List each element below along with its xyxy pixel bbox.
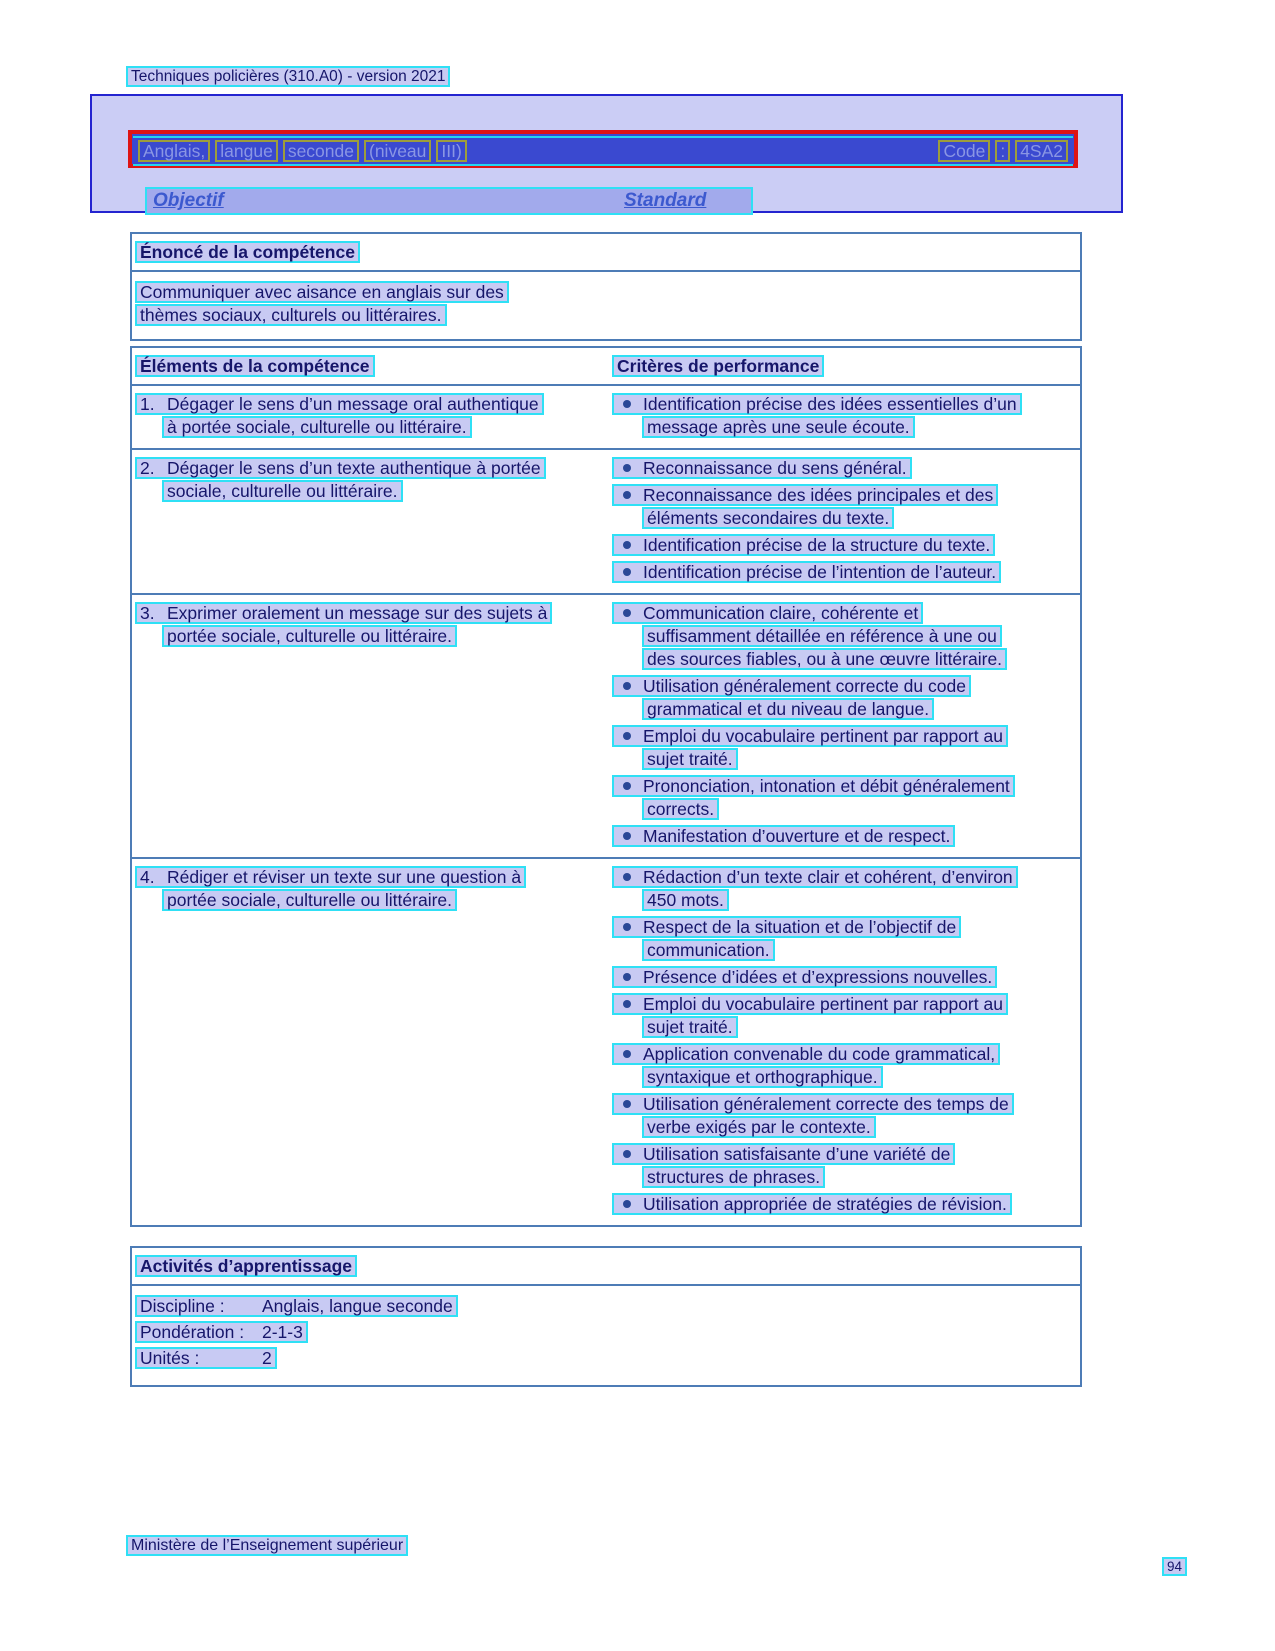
criterion-line: Emploi du vocabulaire pertinent par rapport au bbox=[612, 725, 1008, 747]
criterion-line-row bbox=[642, 1066, 1080, 1088]
row-number: 2. bbox=[140, 458, 155, 478]
criterion-line-row bbox=[612, 993, 1080, 1015]
criterion-line-row bbox=[612, 966, 1080, 988]
bullet-icon bbox=[623, 1150, 631, 1158]
criterion-line-row bbox=[612, 675, 1080, 697]
criterion-line: Identification précise des idées essentielles d’un bbox=[612, 393, 1022, 415]
bullet-icon bbox=[623, 1050, 631, 1058]
element-line: à portée sociale, culturelle ou littéraire. bbox=[162, 416, 472, 438]
elements-rows bbox=[132, 386, 1080, 1225]
criterion-line: Respect de la situation et de l’objectif de bbox=[612, 916, 961, 938]
bullet-icon bbox=[623, 568, 631, 576]
criterion-item bbox=[612, 1043, 1080, 1088]
field-value: Anglais, langue seconde bbox=[262, 1296, 453, 1316]
element-cell bbox=[132, 393, 612, 439]
criterion-line: Reconnaissance du sens général. bbox=[612, 457, 912, 479]
criterion-line-row bbox=[612, 1143, 1080, 1165]
criterion-line: Prononciation, intonation et débit généralement bbox=[612, 775, 1015, 797]
criterion-line-row bbox=[642, 1016, 1080, 1038]
activite-field bbox=[135, 1321, 308, 1343]
banner-title bbox=[138, 140, 472, 162]
element-line: 4. Rédiger et réviser un texte sur une question à bbox=[135, 866, 526, 888]
column-header-standard: Standard bbox=[624, 190, 707, 211]
criteria-cell bbox=[612, 866, 1080, 1216]
bullet-icon bbox=[623, 782, 631, 790]
criterion-item bbox=[612, 1143, 1080, 1188]
banner-line-box bbox=[133, 136, 1073, 166]
row-number: 3. bbox=[140, 603, 155, 623]
criteria-cell bbox=[612, 602, 1080, 848]
criterion-line-row bbox=[642, 507, 1080, 529]
element-line: 3. Exprimer oralement un message sur des sujets à bbox=[135, 602, 552, 624]
element-line: portée sociale, culturelle ou littéraire. bbox=[162, 889, 457, 911]
element-line-row bbox=[162, 889, 612, 911]
criterion-line: Application convenable du code grammatical, bbox=[612, 1043, 1000, 1065]
word-box: III) bbox=[436, 140, 466, 162]
criterion-item bbox=[612, 866, 1080, 911]
element-line-row bbox=[162, 625, 612, 647]
criterion-line-row bbox=[642, 889, 1080, 911]
table-row bbox=[132, 386, 1080, 448]
element-cell bbox=[132, 602, 612, 848]
criterion-item bbox=[612, 775, 1080, 820]
criterion-line-row bbox=[612, 561, 1080, 583]
column-headers bbox=[145, 187, 753, 215]
enonce-line-row bbox=[135, 304, 1080, 326]
criterion-line-row bbox=[612, 393, 1080, 415]
criterion-line: sujet traité. bbox=[642, 748, 738, 770]
element-line: portée sociale, culturelle ou littéraire. bbox=[162, 625, 457, 647]
criterion-item bbox=[612, 993, 1080, 1038]
bullet-icon bbox=[623, 873, 631, 881]
page-title-text: Techniques policières (310.A0) - version 2021 bbox=[126, 66, 450, 87]
criterion-line: grammatical et du niveau de langue. bbox=[642, 698, 934, 720]
criterion-line: Identification précise de la structure du texte. bbox=[612, 534, 995, 556]
criterion-line: Utilisation appropriée de stratégies de révision. bbox=[612, 1193, 1012, 1215]
activite-field-row bbox=[135, 1347, 1080, 1369]
bullet-icon bbox=[623, 464, 631, 472]
criterion-line: corrects. bbox=[642, 798, 719, 820]
criterion-line-row bbox=[642, 648, 1080, 670]
enonce-table-header bbox=[132, 234, 1080, 272]
field-value: 2-1-3 bbox=[262, 1322, 303, 1342]
element-cell bbox=[132, 866, 612, 1216]
activite-field-row bbox=[135, 1295, 1080, 1317]
criterion-item bbox=[612, 457, 1080, 479]
activite-field-row bbox=[135, 1321, 1080, 1343]
criterion-line: Manifestation d’ouverture et de respect. bbox=[612, 825, 955, 847]
criteria-cell bbox=[612, 457, 1080, 584]
bullet-icon bbox=[623, 732, 631, 740]
criterion-line-row bbox=[612, 775, 1080, 797]
bullet-icon bbox=[623, 1000, 631, 1008]
criterion-line: Utilisation satisfaisante d’une variété de bbox=[612, 1143, 955, 1165]
bullet-icon bbox=[623, 1200, 631, 1208]
criterion-item bbox=[612, 484, 1080, 529]
word-box: Code bbox=[938, 140, 990, 162]
page-footer-text: Ministère de l’Enseignement supérieur bbox=[126, 1535, 408, 1556]
element-line-row bbox=[135, 457, 612, 479]
bullet-icon bbox=[623, 400, 631, 408]
criterion-line: syntaxique et orthographique. bbox=[642, 1066, 883, 1088]
bullet-icon bbox=[623, 973, 631, 981]
criterion-line-row bbox=[642, 939, 1080, 961]
criterion-item bbox=[612, 966, 1080, 988]
bullet-icon bbox=[623, 491, 631, 499]
elements-header-left: Éléments de la compétence bbox=[135, 355, 375, 377]
element-line-row bbox=[135, 602, 612, 624]
criterion-line: structures de phrases. bbox=[642, 1166, 825, 1188]
criterion-line-row bbox=[612, 1043, 1080, 1065]
criterion-line: éléments secondaires du texte. bbox=[642, 507, 894, 529]
criterion-line: suffisamment détaillée en référence à une ou bbox=[642, 625, 1002, 647]
element-line-row bbox=[135, 393, 612, 415]
criterion-item bbox=[612, 916, 1080, 961]
element-line: sociale, culturelle ou littéraire. bbox=[162, 480, 403, 502]
criterion-line-row bbox=[612, 1093, 1080, 1115]
criterion-line: 450 mots. bbox=[642, 889, 729, 911]
bullet-icon bbox=[623, 832, 631, 840]
bullet-icon bbox=[623, 682, 631, 690]
criterion-line: Reconnaissance des idées principales et des bbox=[612, 484, 998, 506]
word-box: (niveau bbox=[364, 140, 431, 162]
activite-field bbox=[135, 1295, 458, 1317]
criterion-line: Rédaction d’un texte clair et cohérent, d’environ bbox=[612, 866, 1018, 888]
criterion-line: Utilisation généralement correcte des temps de bbox=[612, 1093, 1014, 1115]
criterion-item bbox=[612, 1193, 1080, 1215]
page-number-text: 94 bbox=[1162, 1557, 1187, 1576]
criterion-line-row bbox=[612, 1193, 1080, 1215]
enonce-line: thèmes sociaux, culturels ou littéraires. bbox=[135, 304, 447, 326]
elements-header-right: Critères de performance bbox=[612, 355, 824, 377]
criterion-item bbox=[612, 725, 1080, 770]
activites-body bbox=[132, 1286, 1080, 1385]
criterion-line-row bbox=[612, 602, 1080, 624]
element-line-row bbox=[162, 416, 612, 438]
activites-table bbox=[130, 1246, 1082, 1387]
table-row bbox=[132, 593, 1080, 857]
word-box: Anglais, bbox=[138, 140, 210, 162]
criterion-line: verbe exigés par le contexte. bbox=[642, 1116, 876, 1138]
word-box: 4SA2 bbox=[1015, 140, 1068, 162]
activites-table-header bbox=[132, 1248, 1080, 1286]
criterion-item bbox=[612, 825, 1080, 847]
criterion-line-row bbox=[642, 1116, 1080, 1138]
criterion-line: Présence d’idées et d’expressions nouvelles. bbox=[612, 966, 997, 988]
criterion-line-row bbox=[642, 698, 1080, 720]
activite-field bbox=[135, 1347, 277, 1369]
elements-table-header bbox=[132, 348, 1080, 386]
criterion-line: Communication claire, cohérente et bbox=[612, 602, 923, 624]
word-box: : bbox=[995, 140, 1010, 162]
field-label: Discipline : bbox=[140, 1296, 225, 1316]
criterion-line: Identification précise de l’intention de l’auteur. bbox=[612, 561, 1001, 583]
column-header-objectif: Objectif bbox=[153, 190, 224, 211]
criterion-line: message après une seule écoute. bbox=[642, 416, 915, 438]
field-label: Unités : bbox=[140, 1348, 200, 1368]
row-number: 1. bbox=[140, 394, 155, 414]
criterion-line-row bbox=[612, 725, 1080, 747]
element-line: 1. Dégager le sens d’un message oral authentique bbox=[135, 393, 544, 415]
criterion-line: Utilisation généralement correcte du code bbox=[612, 675, 971, 697]
criterion-item bbox=[612, 1093, 1080, 1138]
criterion-item bbox=[612, 561, 1080, 583]
criterion-item bbox=[612, 675, 1080, 720]
criterion-line: communication. bbox=[642, 939, 775, 961]
table-row bbox=[132, 857, 1080, 1225]
criterion-line: sujet traité. bbox=[642, 1016, 738, 1038]
criterion-line-row bbox=[612, 457, 1080, 479]
word-box: seconde bbox=[283, 140, 359, 162]
criterion-line-row bbox=[642, 1166, 1080, 1188]
criterion-item bbox=[612, 534, 1080, 556]
banner-code bbox=[933, 140, 1068, 162]
elements-header-right-cell bbox=[612, 355, 824, 377]
page-number bbox=[1162, 1557, 1187, 1576]
bullet-icon bbox=[623, 923, 631, 931]
criteria-cell bbox=[612, 393, 1080, 439]
criterion-line-row bbox=[642, 798, 1080, 820]
criterion-line-row bbox=[642, 625, 1080, 647]
field-label: Pondération : bbox=[140, 1322, 245, 1342]
field-value: 2 bbox=[262, 1348, 272, 1368]
enonce-line: Communiquer avec aisance en anglais sur des bbox=[135, 281, 509, 303]
enonce-table bbox=[130, 232, 1082, 341]
table-row bbox=[132, 448, 1080, 593]
criterion-line-row bbox=[612, 484, 1080, 506]
enonce-line-row bbox=[135, 281, 1080, 303]
element-line: 2. Dégager le sens d’un texte authentique à portée bbox=[135, 457, 546, 479]
enonce-header-text: Énoncé de la compétence bbox=[135, 241, 360, 263]
bullet-icon bbox=[623, 609, 631, 617]
criterion-line: Emploi du vocabulaire pertinent par rapport au bbox=[612, 993, 1008, 1015]
criterion-line-row bbox=[642, 748, 1080, 770]
criterion-line: des sources fiables, ou à une œuvre littéraire. bbox=[642, 648, 1007, 670]
criterion-line-row bbox=[642, 416, 1080, 438]
course-banner bbox=[128, 130, 1078, 168]
row-number: 4. bbox=[140, 867, 155, 887]
element-line-row bbox=[162, 480, 612, 502]
page-title bbox=[126, 66, 450, 87]
element-line-row bbox=[135, 866, 612, 888]
bullet-icon bbox=[623, 1100, 631, 1108]
page-footer bbox=[126, 1535, 408, 1556]
criterion-item bbox=[612, 602, 1080, 670]
bullet-icon bbox=[623, 541, 631, 549]
criterion-line-row bbox=[612, 825, 1080, 847]
criterion-line-row bbox=[612, 534, 1080, 556]
criterion-item bbox=[612, 393, 1080, 438]
elements-header-left-cell bbox=[135, 355, 612, 377]
elements-table bbox=[130, 346, 1082, 1227]
activites-header-text: Activités d’apprentissage bbox=[135, 1255, 357, 1277]
word-box: langue bbox=[215, 140, 278, 162]
criterion-line-row bbox=[612, 866, 1080, 888]
element-cell bbox=[132, 457, 612, 584]
enonce-body bbox=[132, 272, 1080, 339]
criterion-line-row bbox=[612, 916, 1080, 938]
